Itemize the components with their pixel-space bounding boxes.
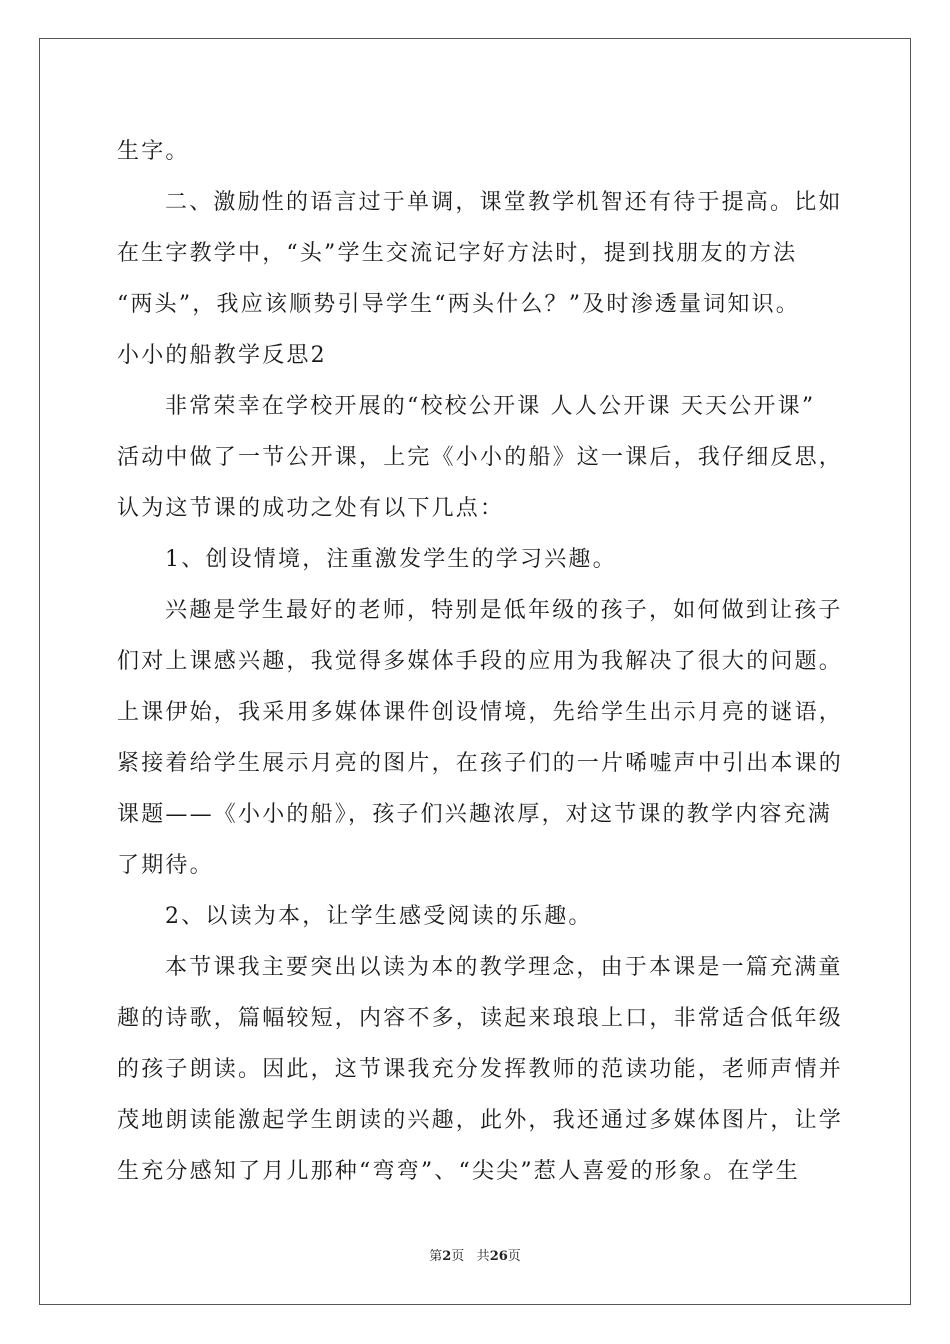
paragraph-line: 本节课我主要突出以读为本的教学理念，由于本课是一篇充满童 — [165, 955, 843, 980]
page-footer — [0, 1245, 950, 1264]
paragraph-line: “两头”，我应该顺势引导学生“两头什么？”及时渗透量词知识。 — [117, 292, 800, 317]
current-page-number: 2 — [442, 1249, 452, 1264]
point-heading: 1、创设情境，注重激发学生的学习兴趣。 — [165, 547, 617, 572]
paragraph-line: 趣的诗歌，篇幅较短，内容不多，读起来琅琅上口，非常适合低年级 — [117, 1006, 844, 1031]
page-unit: 页 — [451, 1249, 465, 1264]
paragraph-line: 生充分感知了月儿那种“弯弯”、“尖尖”惹人喜爱的形象。在学生 — [117, 1159, 800, 1184]
paragraph-line: 在生字教学中，“头”学生交流记字好方法时，提到找朋友的方法 — [117, 241, 798, 266]
paragraph-line: 二、激励性的语言过于单调，课堂教学机智还有待于提高。比如 — [165, 190, 843, 215]
paragraph-line: 兴趣是学生最好的老师，特别是低年级的孩子，如何做到让孩子 — [165, 598, 843, 623]
paragraph-line: 们对上课感兴趣，我觉得多媒体手段的应用为我解决了很大的问题。 — [117, 649, 844, 674]
total-unit: 页 — [507, 1249, 521, 1264]
paragraph-line: 茂地朗读能激起学生朗读的兴趣，此外，我还通过多媒体图片，让学 — [117, 1108, 844, 1133]
paragraph-line: 的孩子朗读。因此，这节课我充分发挥教师的范读功能，老师声情并 — [117, 1057, 844, 1082]
paragraph-line: 紧接着给学生展示月亮的图片，在孩子们的一片唏嘘声中引出本课的 — [117, 751, 844, 776]
total-prefix: 共 — [476, 1249, 490, 1264]
point-heading: 2、以读为本，让学生感受阅读的乐趣。 — [165, 904, 593, 929]
section-heading: 小小的船教学反思2 — [117, 343, 327, 368]
page-prefix: 第 — [429, 1249, 443, 1264]
paragraph-line: 认为这节课的成功之处有以下几点： — [117, 496, 505, 521]
document-body — [117, 126, 844, 1197]
paragraph-line: 非常荣幸在学校开展的“校校公开课 人人公开课 天天公开课” — [165, 394, 816, 419]
paragraph-line: 了期待。 — [117, 853, 214, 878]
paragraph-line: 上课伊始，我采用多媒体课件创设情境，先给学生出示月亮的谜语， — [117, 700, 844, 725]
paragraph-line: 活动中做了一节公开课，上完《小小的船》这一课后，我仔细反思， — [117, 445, 844, 470]
total-page-count: 26 — [489, 1249, 508, 1264]
paragraph-line: 生字。 — [117, 139, 190, 164]
paragraph-line: 课题——《小小的船》，孩子们兴趣浓厚，对这节课的教学内容充满 — [117, 802, 833, 827]
